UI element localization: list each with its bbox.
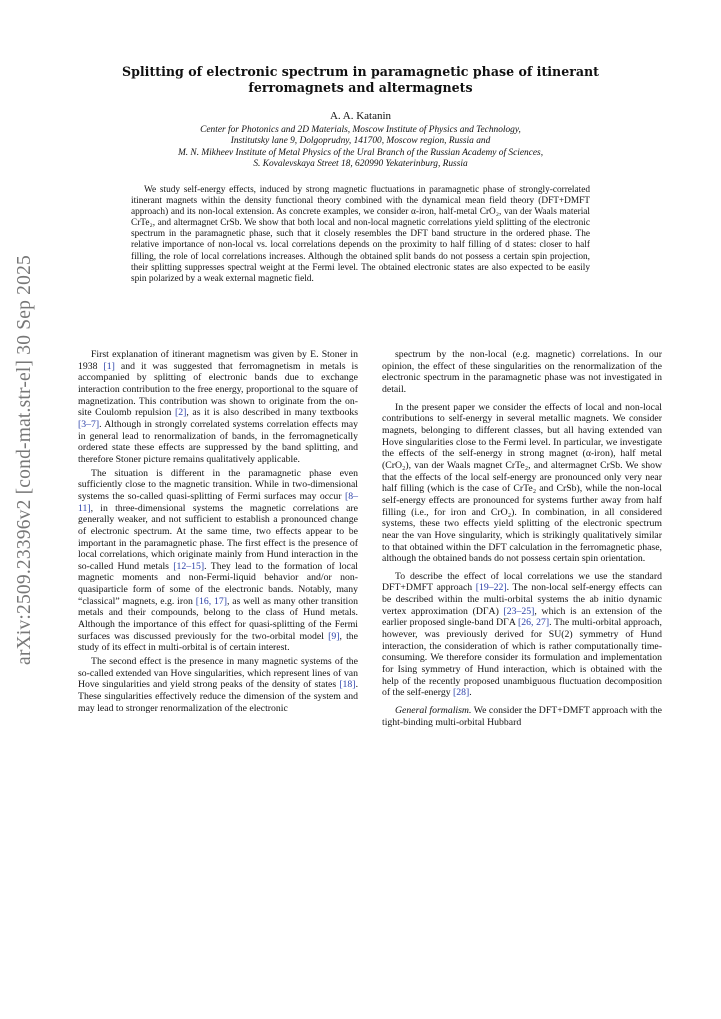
- text-run: .: [469, 687, 472, 699]
- text-run: spectrum by the non-local (e.g. magnetic) correlations. In our opinion, the effect of these singularities on the renormalization of the electronic spectrum in the paramagnetic phase was not investigated in detail.: [382, 349, 662, 395]
- text-run: In the present paper we consider the effects of local and non-local contributions to self-energy in several metallic magnets. We consider magnets, belonging to different classes, but all having extended van Hove singularities close to the Fermi level. In particular, we investigate the effects of the self-energy in strong magnet (α-iron), half metal (CrO₂), van der Waals magnet CrTe₂, and altermagnet CrSb. We show that the effects of the local self-energy are pronounced only very near half filling (which is the case of CrTe₂ and CrSb), while the non-local self-energy effects are pronounced for systems further away from half filling (i.e., for iron and CrO₂). In combination, in all considered systems, these two effects yield splitting of the electronic spectrum near the van Hove singularity, which is strikingly qualitatively similar to that obtained within the DFT calculation in the ferromagnetic phase, although the obtained bands do not possess certain spin orientation.: [382, 401, 662, 565]
- text-run: To describe the effect of local correlations we use the standard DFT+DMFT approach: [382, 570, 662, 594]
- body-paragraph: [78, 468, 358, 655]
- abstract-text: We study self-energy effects, induced by strong magnetic fluctuations in paramagnetic phase of strongly-correlated itinerant magnets within the density functional theory combined with the dynamical mean field theory (DFT+DMFT approach) and its non-local extension. As concrete examples, we consider α-iron, half-metal CrO₂, van der Waals material CrTe₂, and altermagnet CrSb. We show that both local and non-local magnetic correlations yield splitting of the electronic spectrum in the paramagnetic phase, such that it closely resembles the DFT band structure in the ordered phase. The relative importance of non-local vs. local correlations depends on the proximity to half filling of d states: closer to half filling, the role of local correlations increases. Although the obtained split bands do not possess a certain spin projection, their splitting suppresses spectral weight at the Fermi level. The obtained electronic states are also expected to be easily spin polarized by a weak external magnetic field.: [131, 185, 590, 284]
- author-affiliations: [100, 125, 621, 170]
- citation-link[interactable]: [19–22]: [475, 582, 507, 594]
- citation-link[interactable]: [9]: [328, 630, 340, 642]
- paper-authors: A. A. Katanin: [329, 110, 392, 122]
- arxiv-identifier-stamp: [14, 255, 35, 685]
- citation-link[interactable]: [8–11]: [78, 490, 358, 514]
- affiliation-line: S. Kovalevskaya Street 18, 620990 Yekaterinburg, Russia: [253, 158, 468, 169]
- affiliation-line: M. N. Mikheev Institute of Metal Physics of the Ural Branch of the Russian Academy of Sciences,: [177, 147, 544, 158]
- text-run: , in three-dimensional systems the magnetic correlations are generally weaker, and not sufficient to establish a pronounced change of electronic spectrum. At the same time, two effects appear to be important in the paramagnetic phase. The first effect is the presence of local correlations, which originate mainly from Hund interaction in the so-called Hund metals: [78, 502, 358, 572]
- text-run: . The multi-orbital approach, however, was previously derived for SU(2) symmetry of Hund interaction, the consideration of which is rather computationally time-consuming. We therefore consider its formulation and implementation for Ising symmetry of Hund interaction, which is obtained with the help of the recently proposed unambiguous fluctuation decomposition of the self-energy: [382, 617, 662, 699]
- citation-link[interactable]: [1]: [103, 360, 115, 372]
- body-paragraph: [382, 571, 662, 699]
- section-run-in-heading: General formalism.: [395, 705, 472, 717]
- text-run: The situation is different in the paramagnetic phase even sufficiently close to the magnetic transition. While in two-dimensional systems the so-called quasi-splitting of Fermi surfaces may occur: [78, 467, 358, 502]
- text-run: . The non-local self-energy effects can be described within the multi-orbital systems the ab initio dynamic vertex approximation (DΓA): [382, 582, 662, 617]
- citation-link[interactable]: [16, 17]: [195, 595, 227, 607]
- text-run: , as it is also described in many textbooks: [186, 407, 358, 419]
- body-paragraph: [78, 349, 358, 466]
- abstract: [131, 185, 590, 285]
- arxiv-stamp-text: arXiv:2509.23396v2 [cond-mat.str-el] 30 Sep 2025: [14, 255, 35, 665]
- citation-link[interactable]: [28]: [453, 687, 470, 699]
- paper-title: Splitting of electronic spectrum in paramagnetic phase of itinerant ferromagnets and altermagnets: [122, 64, 599, 95]
- citation-link[interactable]: [2]: [174, 407, 187, 419]
- body-paragraph: [78, 656, 358, 714]
- right-column: [382, 349, 662, 730]
- body-paragraph: [382, 349, 662, 396]
- text-run: , the study of its effect in multi-orbital is of certain interest.: [78, 630, 359, 654]
- text-run: First explanation of itinerant magnetism was given by E. Stoner in 1938: [78, 349, 358, 372]
- left-column: [78, 349, 358, 716]
- affiliation-line: Institutsky lane 9, Dolgoprudny, 141700, Moscow region, Russia and: [230, 136, 491, 147]
- citation-link[interactable]: [26, 27]: [518, 617, 550, 629]
- citation-link[interactable]: [12–15]: [173, 560, 205, 572]
- body-paragraph: [382, 705, 662, 728]
- text-run: , as well as many other transition metals and their compounds, belong to the class of Hund metals. Although the importance of this effect for quasi-splitting of the Fermi surfaces was discussed previously for the two-orbital model: [78, 595, 358, 642]
- affiliation-line: Center for Photonics and 2D Materials, Moscow Institute of Physics and Technology,: [200, 125, 521, 135]
- text-run: The second effect is the presence in many magnetic systems of the so-called extended van Hove singularities, which represent lines of van Hove singularities and yield strong peaks of the density of states: [78, 656, 358, 691]
- text-run: and it was suggested that ferromagnetism in metals is accompanied by splitting of electronic bands due to exchange interaction contribution to the free energy, proportional to the square of magnetization. This contribution was shown to originate from the on-site Coulomb repulsion: [78, 360, 358, 419]
- citation-link[interactable]: [18]: [339, 679, 356, 691]
- body-paragraph: [382, 402, 662, 565]
- text-run: . These singularities effectively reduce the dimension of the system and may lead to stronger renormalization of the electronic: [78, 679, 358, 714]
- text-run: We consider the DFT+DMFT approach with the tight-binding multi-orbital Hubbard: [382, 705, 662, 728]
- text-run: . They lead to the formation of local magnetic moments and non-Fermi-liquid behavior and/or non-quasiparticle form of some of the electronic bands. Notably, many “classical” magnets, e.g. iron: [78, 560, 359, 607]
- citation-link[interactable]: [23–25]: [503, 605, 535, 617]
- text-run: , which is an extension of the earlier proposed single-band DΓA: [382, 605, 663, 629]
- citation-link[interactable]: [3–7]: [78, 418, 100, 430]
- text-run: . Although in strongly correlated systems correlation effects may in general lead to renormalization of bands, in the ferromagnetically ordered state these effects are suppressed by the band splitting, and therefore Stoner picture remains qualitatively applicable.: [78, 418, 358, 465]
